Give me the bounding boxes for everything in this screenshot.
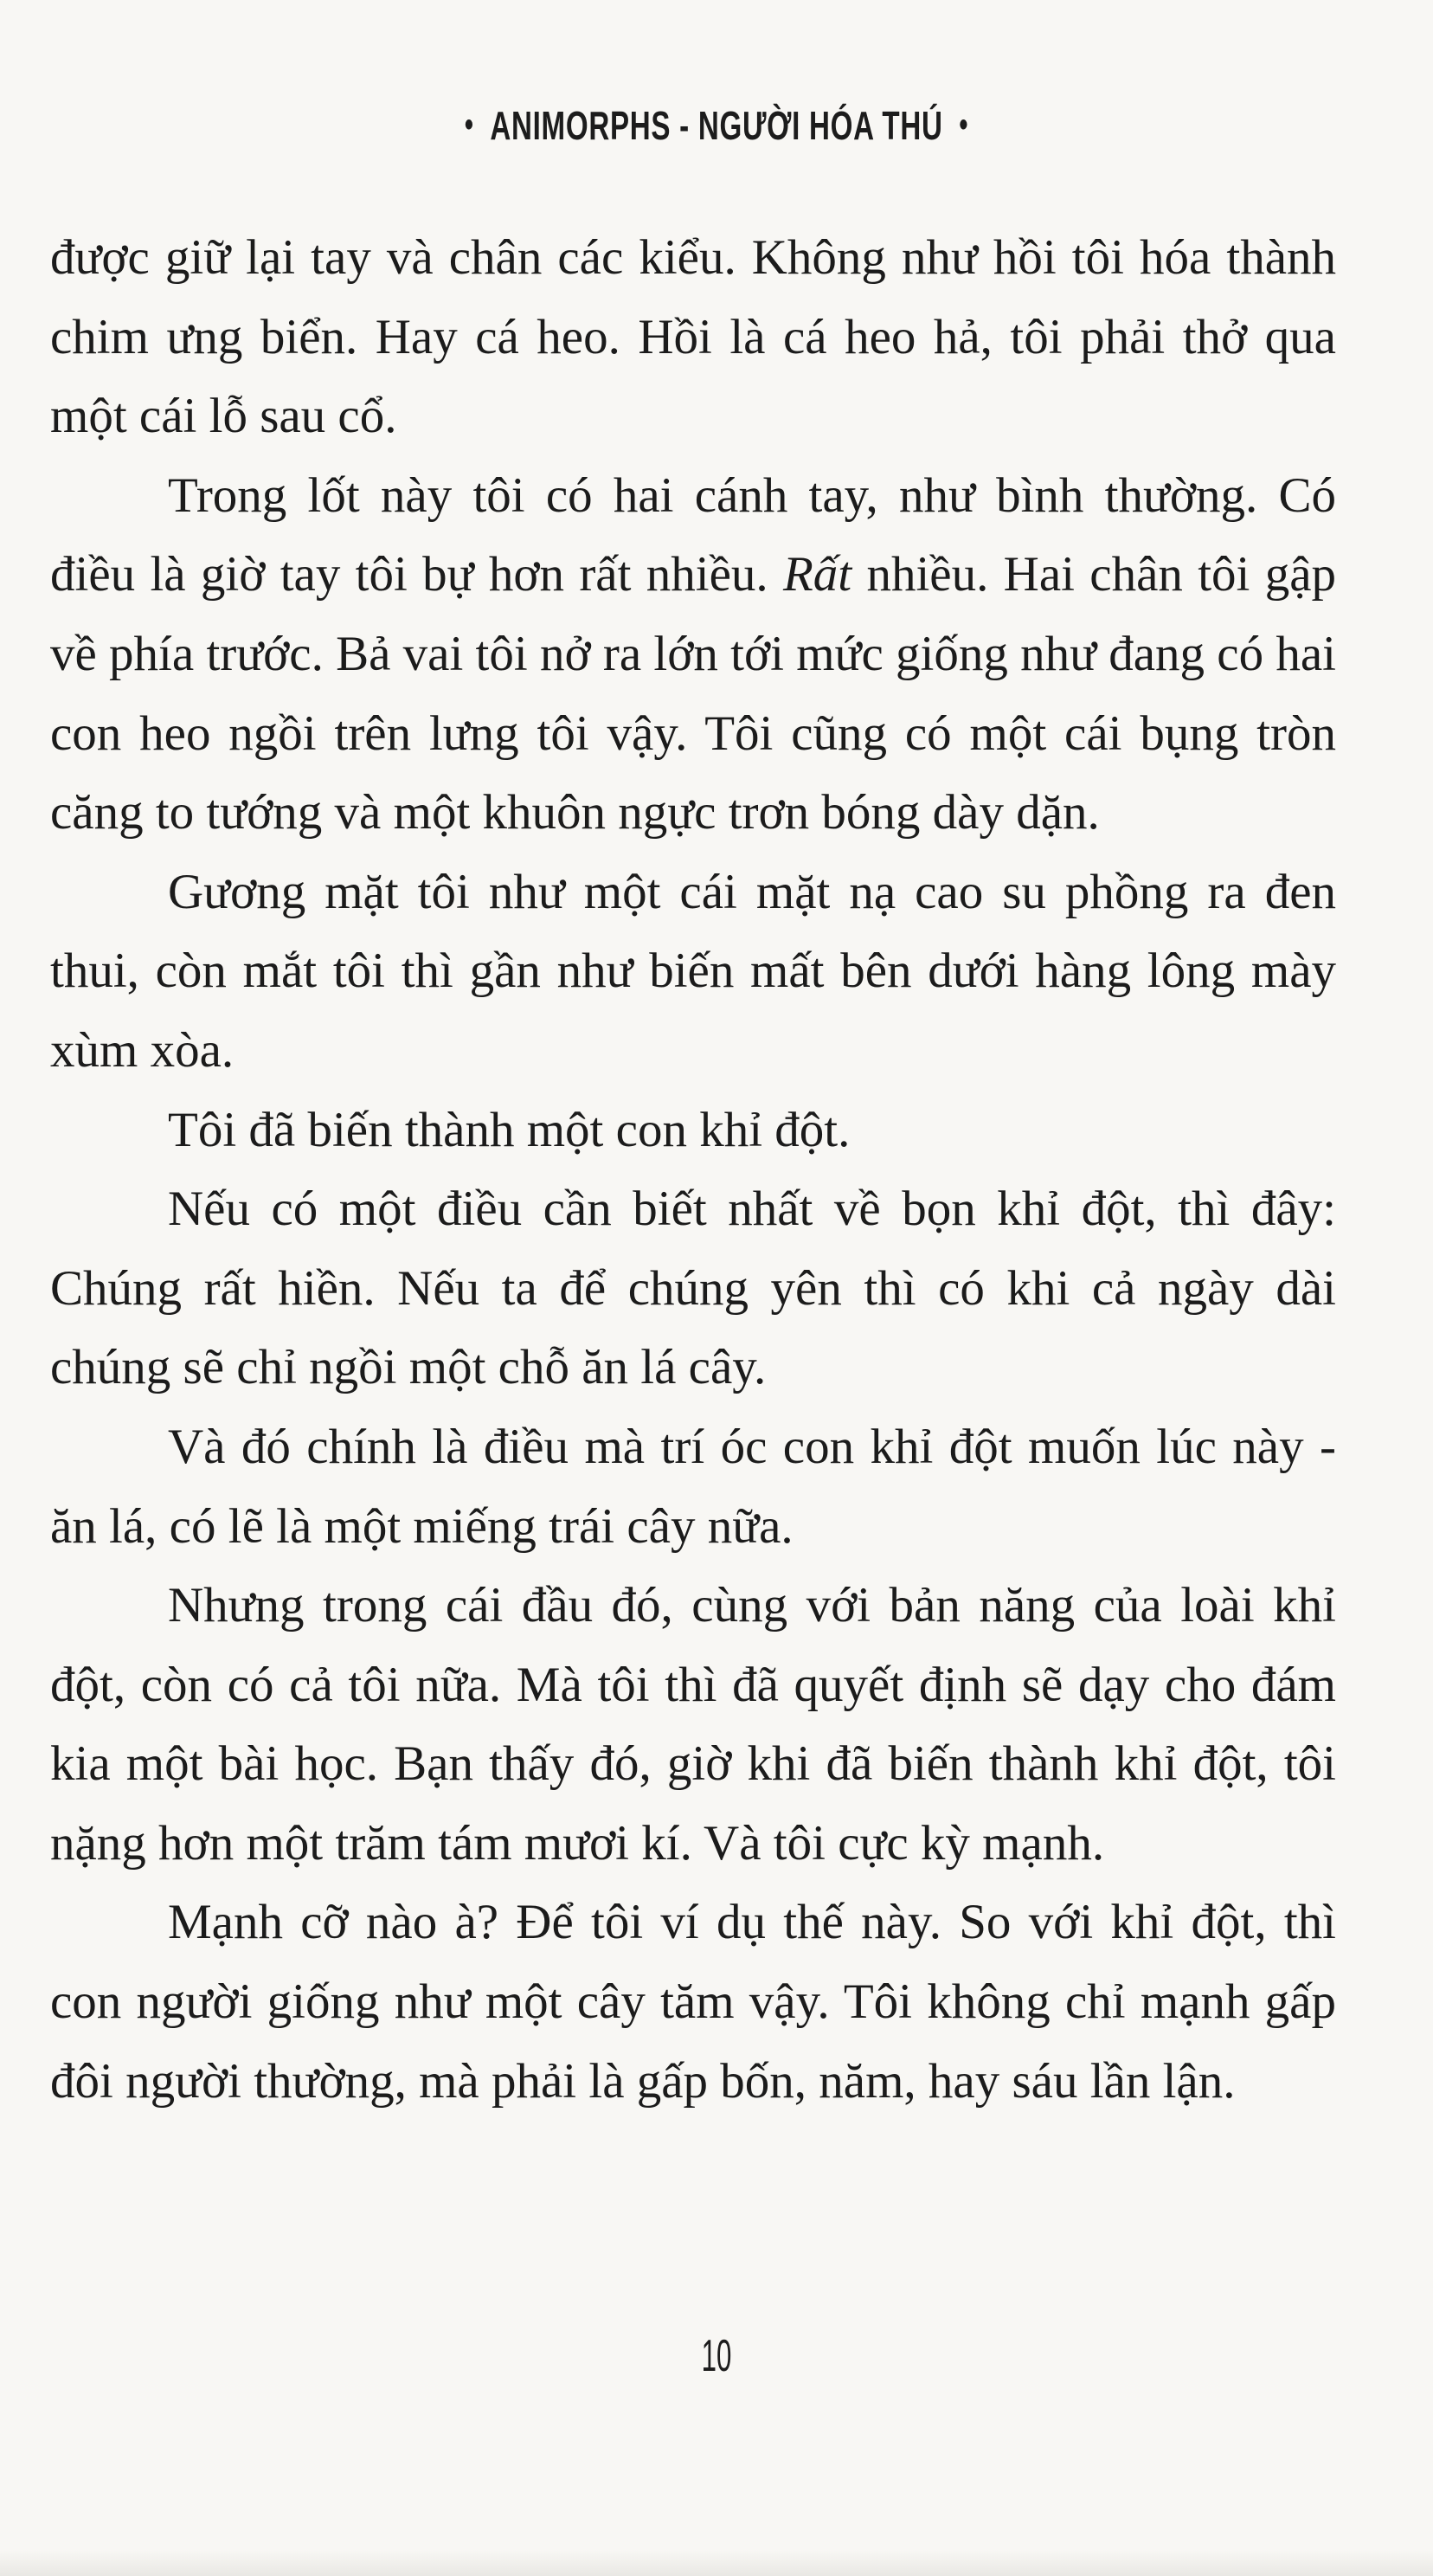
header-bullet-left: • xyxy=(464,106,474,144)
header-title: ANIMORPHS - NGƯỜI HÓA THÚ xyxy=(490,103,943,148)
header-bullet-right: • xyxy=(959,106,969,144)
emphasized-word: Rất xyxy=(782,547,852,602)
paragraph: Mạnh cỡ nào à? Để tôi ví dụ thế này. So với khỉ đột, thì con người giống như một cây tăm vậy. Tôi không chỉ mạnh gấp đôi người thường, mà phải là gấp bốn, năm, hay sáu lần lận. xyxy=(50,1895,1336,2109)
page-bottom-edge xyxy=(0,2550,1433,2576)
paragraph-text: Trong lốt này tôi có hai cánh tay, như bình thường. Có điều là giờ tay tôi bự hơn rất nhiều. xyxy=(50,467,1336,602)
paragraph: Gương mặt tôi như một cái mặt nạ cao su phồng ra đen thui, còn mắt tôi thì gần như biến mất bên dưới hàng lông mày xùm xòa. xyxy=(50,864,1336,1078)
running-header xyxy=(201,102,1232,149)
body-text xyxy=(50,218,1336,2121)
paragraph: được giữ lại tay và chân các kiểu. Không như hồi tôi hóa thành chim ưng biển. Hay cá heo. Hồi là cá heo hả, tôi phải thở qua một cái lỗ sau cổ. xyxy=(50,230,1336,444)
paragraph: Nhưng trong cái đầu đó, cùng với bản năng của loài khỉ đột, còn có cả tôi nữa. Mà tôi thì đã quyết định sẽ dạy cho đám kia một bài học. Bạn thấy đó, giờ khi đã biến thành khỉ đột, tôi nặng hơn một trăm tám mươi kí. Và tôi cực kỳ mạnh. xyxy=(50,1578,1336,1871)
page-number: 10 xyxy=(701,2331,732,2381)
paragraph-text: nhiều. Hai chân tôi gập về phía trước. Bả vai tôi nở ra lớn tới mức giống như đang có hai con heo ngồi trên lưng tôi vậy. Tôi cũng có một cái bụng tròn căng to tướng và một khuôn ngực trơn bóng dày dặn. xyxy=(50,547,1337,840)
paragraph: Và đó chính là điều mà trí óc con khỉ đột muốn lúc này - ăn lá, có lẽ là một miếng trái cây nữa. xyxy=(50,1419,1336,1554)
paragraph: Nếu có một điều cần biết nhất về bọn khỉ đột, thì đây: Chúng rất hiền. Nếu ta để chúng yên thì có khi cả ngày dài chúng sẽ chỉ ngồi một chỗ ăn lá cây. xyxy=(50,1182,1336,1395)
paragraph: Tôi đã biến thành một con khỉ đột. xyxy=(168,1102,851,1157)
paragraph xyxy=(50,456,1336,853)
